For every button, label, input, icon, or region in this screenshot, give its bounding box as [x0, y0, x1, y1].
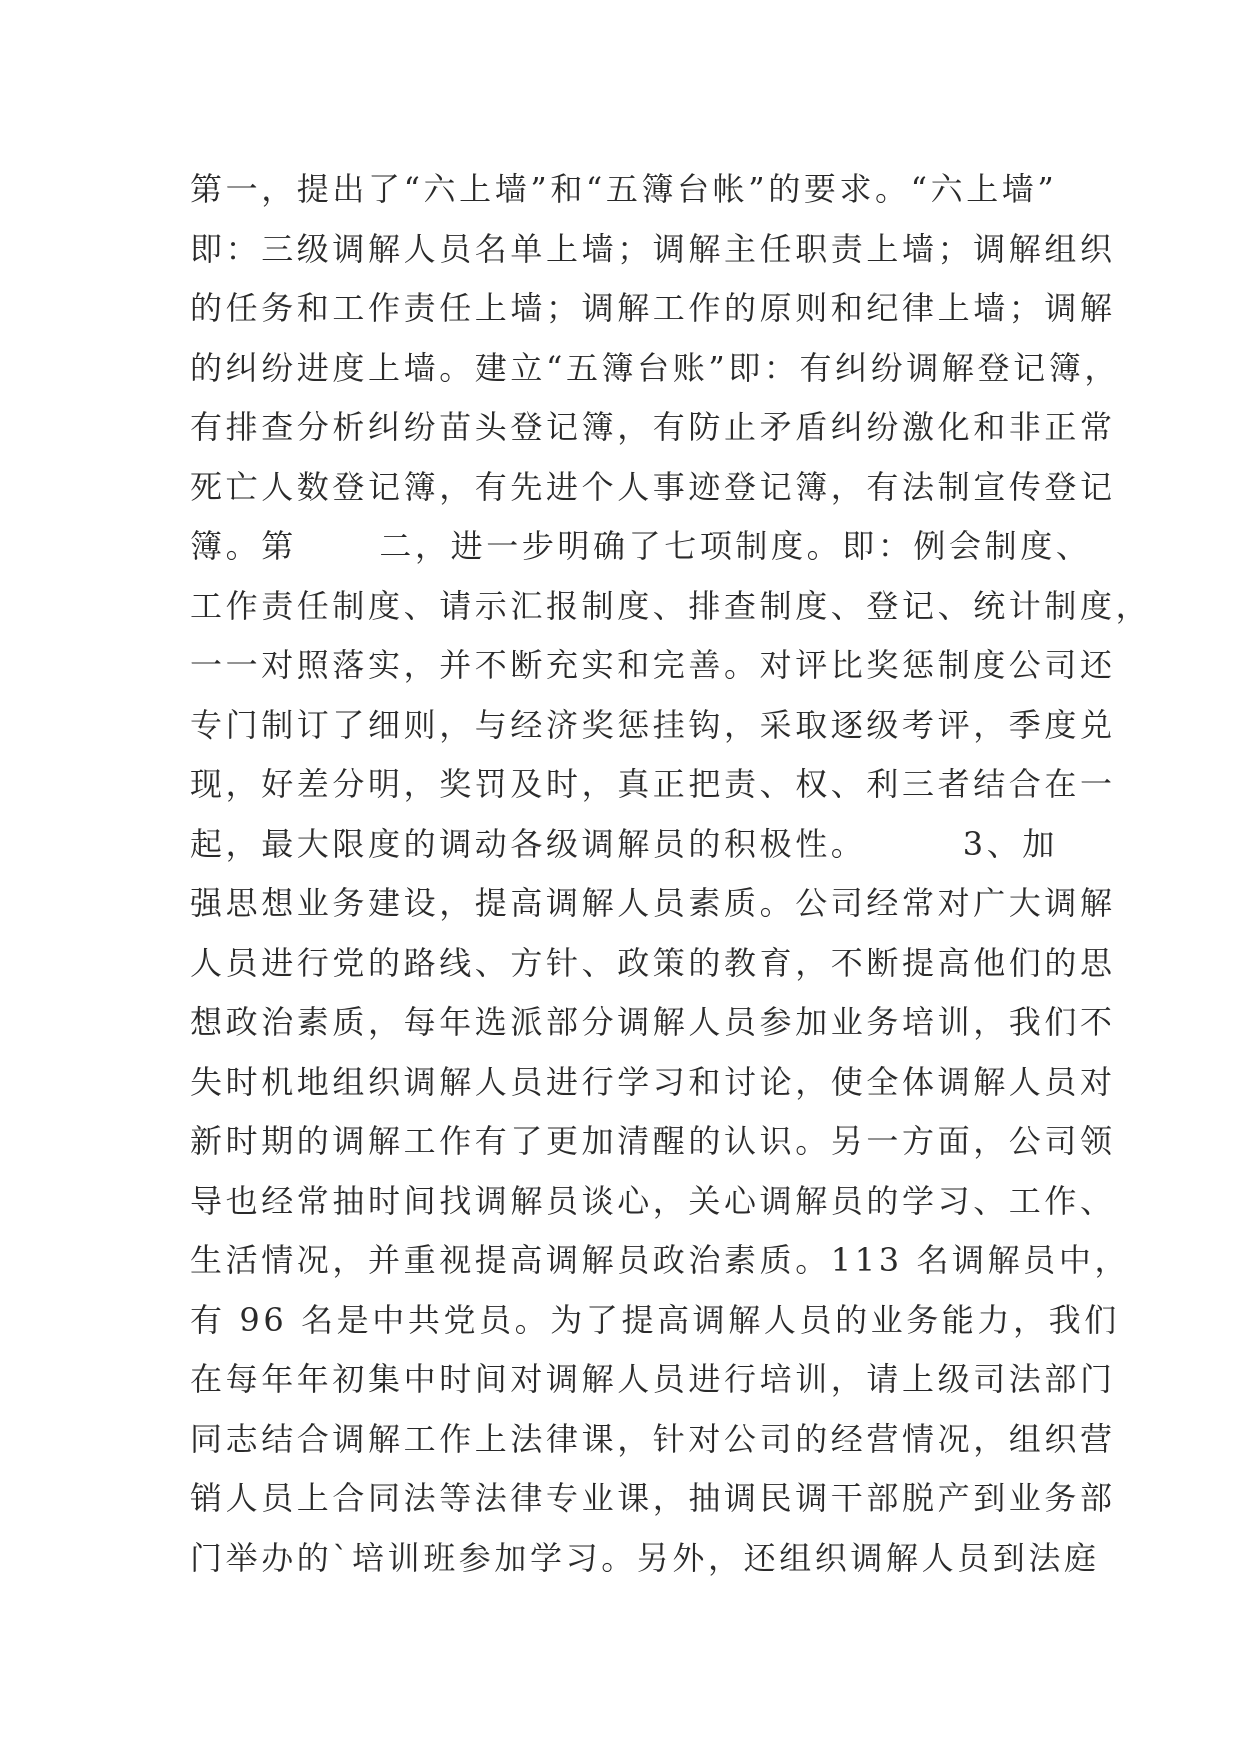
- text-line-5: 有排查分析纠纷苗头登记簿，有防止矛盾纠纷激化和非正常: [190, 408, 1116, 446]
- text-line-14: 人员进行党的路线、方针、政策的教育，不断提高他们的思: [190, 943, 1116, 982]
- text-line-10: 专门制订了细则，与经济奖惩挂钩，采取逐级考评，季度兑: [190, 705, 1116, 744]
- text-line-8: 工作责任制度、请示汇报制度、排查制度、登记、统计制度，: [190, 586, 1152, 625]
- text-line-6: 死亡人数登记簿，有先进个人事迹登记簿，有法制宣传登记: [190, 467, 1116, 506]
- text-line-20: 有 96 名是中共党员。为了提高调解人员的业务能力，我们: [190, 1300, 1120, 1339]
- text-line-9: 一一对照落实，并不断充实和完善。对评比奖惩制度公司还: [190, 646, 1116, 684]
- body-text: [190, 160, 1152, 1588]
- text-line-11: 现，好差分明，奖罚及时，真正把责、权、利三者结合在一: [190, 765, 1116, 803]
- text-line-15: 想政治素质，每年选派部分调解人员参加业务培训，我们不: [190, 1003, 1116, 1041]
- text-line-17: 新时期的调解工作有了更加清醒的认识。另一方面，公司领: [190, 1122, 1116, 1160]
- text-line-23: 销人员上合同法等法律专业课，抽调民调干部脱产到业务部: [190, 1479, 1116, 1517]
- text-line-7: 簿。第 二，进一步明确了七项制度。即：例会制度、: [190, 527, 1092, 565]
- text-line-4: 的纠纷进度上墙。建立“五簿台账”即：有纠纷调解登记簿，: [190, 348, 1120, 387]
- text-line-22: 同志结合调解工作上法律课，针对公司的经营情况，组织营: [190, 1419, 1116, 1458]
- text-line-12: 起，最大限度的调动各级调解员的积极性。 3、加: [190, 824, 1058, 863]
- text-line-13: 强思想业务建设，提高调解人员素质。公司经常对广大调解: [190, 884, 1116, 922]
- text-line-21: 在每年年初集中时间对调解人员进行培训，请上级司法部门: [190, 1360, 1116, 1398]
- text-line-16: 失时机地组织调解人员进行学习和讨论，使全体调解人员对: [190, 1062, 1116, 1101]
- text-line-19: 生活情况，并重视提高调解员政治素质。113 名调解员中，: [190, 1241, 1131, 1279]
- text-line-3: 的任务和工作责任上墙；调解工作的原则和纪律上墙；调解: [190, 289, 1116, 327]
- text-line-2: 即：三级调解人员名单上墙；调解主任职责上墙；调解组织: [190, 229, 1116, 268]
- text-line-24: 门举办的`培训班参加学习。另外，还组织调解人员到法庭: [190, 1538, 1100, 1577]
- text-line-18: 导也经常抽时间找调解员谈心，关心调解员的学习、工作、: [190, 1181, 1116, 1220]
- text-line-1: 第一，提出了“六上墙”和“五簿台帐”的要求。“六上墙”: [190, 170, 1058, 208]
